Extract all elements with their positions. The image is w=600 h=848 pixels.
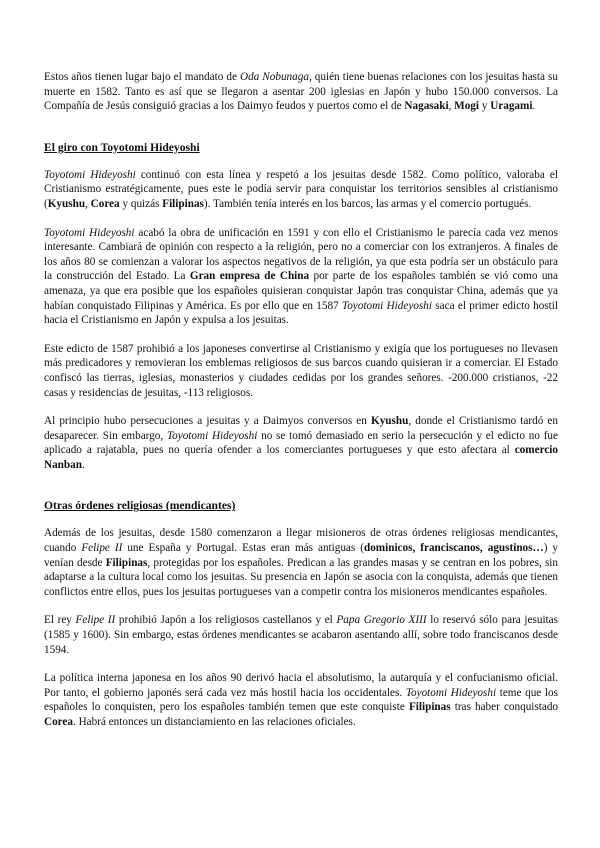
paragraph (44, 526, 558, 599)
italic-run: Oda Nobunaga (239, 71, 309, 83)
text-run: . Habrá entonces un distanciamiento en las relaciones oficiales. (73, 716, 356, 728)
text-run: , (85, 197, 91, 210)
paragraph (44, 613, 558, 657)
text-run: El rey (44, 614, 76, 627)
text-run: , quién tiene buenas relaciones con los jesuitas hasta su muerte en 1582. Tanto es así que se llegaron a asentar 200 iglesias en Japón y hubo 150.000 conversos. La Compañía de Jesús consiguió gracias a los Daimyo feudos y puertos como el de (44, 71, 558, 113)
bold-run: Corea (90, 197, 120, 210)
section-title: El giro con Toyotomi Hideyoshi (44, 140, 200, 154)
text-run: y (479, 100, 491, 113)
bold-run: Filipinas (408, 701, 451, 714)
text-run: no se tomó demasiado en serio la persecución y el edicto no fue aplicado a rajatabla, pues no quería ofender a los comerciantes portugueses y que esto afectara al (44, 429, 558, 457)
text-run: . (532, 100, 536, 113)
bold-run: Uragami (490, 100, 533, 113)
intro-paragraph (44, 70, 558, 114)
bold-run: comercio Nanban (44, 444, 558, 471)
paragraph (44, 342, 558, 400)
italic-run: Toyotomi Hideyoshi (44, 168, 136, 181)
bold-run: Kyushu (371, 415, 409, 428)
text-run: por parte de los españoles también se vió como una amenaza, ya que era posible que los españoles quisieran conquistar Japón tras conquistar China, además que ya habían conquistado Filipinas y América. Es por ello que en 1587 (44, 270, 558, 312)
text-run: La política interna japonesa en los años 90 derivó hacia el absolutismo, la autarquía y el confucianismo oficial. Por tanto, el gobierno japonés será cada vez más hostil hacia los occidentales. (44, 672, 558, 699)
bold-run: Mogi (454, 100, 480, 113)
text-run: une España y Portugal. Estas eran más antiguas ( (122, 542, 364, 555)
italic-run: Toyotomi Hideyoshi (342, 299, 432, 312)
text-run: acabó la obra de unificación en 1591 y con ello el Cristianismo le parecía cada vez menos interesante. Cambiará de opinión con respecto a la religión, pero no a comerciar con los extranjeros. A finales de los años 80 se comienzan a valorar los aspectos negativos de la religión, ya que esta podría ser un obstáculo para la construcción del Estado. La (44, 226, 558, 283)
text-run: Este edicto de 1587 prohibió a los japoneses convertirse al Cristianismo y exigía que los portugueses no llevasen más predicadores y removieran los emblemas religiosos de sus barcos cuando quisieran ir a comerciar. El Estado confiscó las tierras, iglesias, monasterios y ciudades cedidas por los grandes señores. -200.000 cristianos, -22 casas y residencias de jesuitas, -113 religiosos. (44, 342, 558, 399)
document-page (44, 70, 558, 730)
italic-run: Felipe II (81, 542, 123, 555)
text-run: , donde el Cristianismo tardó en desaparecer. Sin embargo, (44, 415, 558, 442)
italic-run: Toyotomi Hideyoshi (44, 226, 135, 239)
text-run: . (81, 458, 85, 471)
bold-run: Corea (44, 716, 73, 728)
section-ordenes (44, 498, 558, 729)
text-run: teme que los españoles lo conquisten, pero los españoles también temen que este conquiste (44, 686, 558, 714)
bold-run: dominicos, franciscanos, agustinos… (363, 542, 544, 555)
bold-run: Kyushu (47, 197, 86, 210)
text-run: Estos años tienen lugar bajo el mandato de (44, 71, 240, 83)
italic-run: Papa Gregorio XIII (336, 614, 427, 627)
section-giro (44, 140, 558, 473)
paragraph (44, 671, 558, 729)
text-run: , (448, 100, 455, 113)
text-run: prohibió Japón a los religiosos castellanos y el (115, 614, 337, 627)
text-run: continuó con esta línea y respetó a los jesuitas desde 1582. Como político, valoraba el Cristianismo estratégicamente, pues este le podía servir para conquistar los territorios sensibles al cristianismo ( (44, 168, 558, 210)
text-run: ). También tenía interés en los barcos, las armas y el comercio portugués. (203, 197, 532, 210)
paragraph (44, 414, 558, 472)
italic-run: Felipe II (75, 614, 116, 627)
text-run: ) y venían desde (44, 542, 559, 569)
text-run: tras haber conquistado (450, 701, 559, 714)
text-run: Al principio hubo persecuciones a jesuitas y a Daimyos conversos en (44, 415, 372, 428)
text-run: , protegidas por los españoles. Predican a las grandes masas y se centran en los pobres, sin adaptarse a la cultura local como los jesuitas. Su presencia en Japón se asocia con la conquista, además que tienen conflictos entre ellos, pues los jesuitas portugueses van a competir contra los misioneros mendicantes españoles. (44, 556, 559, 598)
italic-run: Toyotomi Hideyoshi (405, 686, 497, 699)
text-run: y quizás (119, 197, 163, 210)
bold-run: Filipinas (105, 556, 148, 569)
bold-run: Gran empresa de China (189, 270, 310, 283)
text-run: lo reservó sólo para jesuitas (1585 y 1600). Sin embargo, estas órdenes mendicantes se acabaron asentando allí, sobre todo franciscanos desde 1594. (44, 614, 558, 656)
paragraph (44, 168, 558, 212)
bold-run: Filipinas (162, 197, 204, 210)
bold-run: Nagasaki (404, 100, 449, 113)
text-run: saca el primer edicto hostil hacia el Cristianismo en Japón y expulsa a los jesuitas. (44, 299, 558, 327)
italic-run: Toyotomi Hideyoshi (166, 429, 258, 442)
section-title: Otras órdenes religiosas (mendicantes) (44, 499, 236, 513)
text-run: Además de los jesuitas, desde 1580 comenzaron a llegar misioneros de otras órdenes religiosas mendicantes, cuando (44, 527, 558, 555)
paragraph (44, 226, 558, 328)
